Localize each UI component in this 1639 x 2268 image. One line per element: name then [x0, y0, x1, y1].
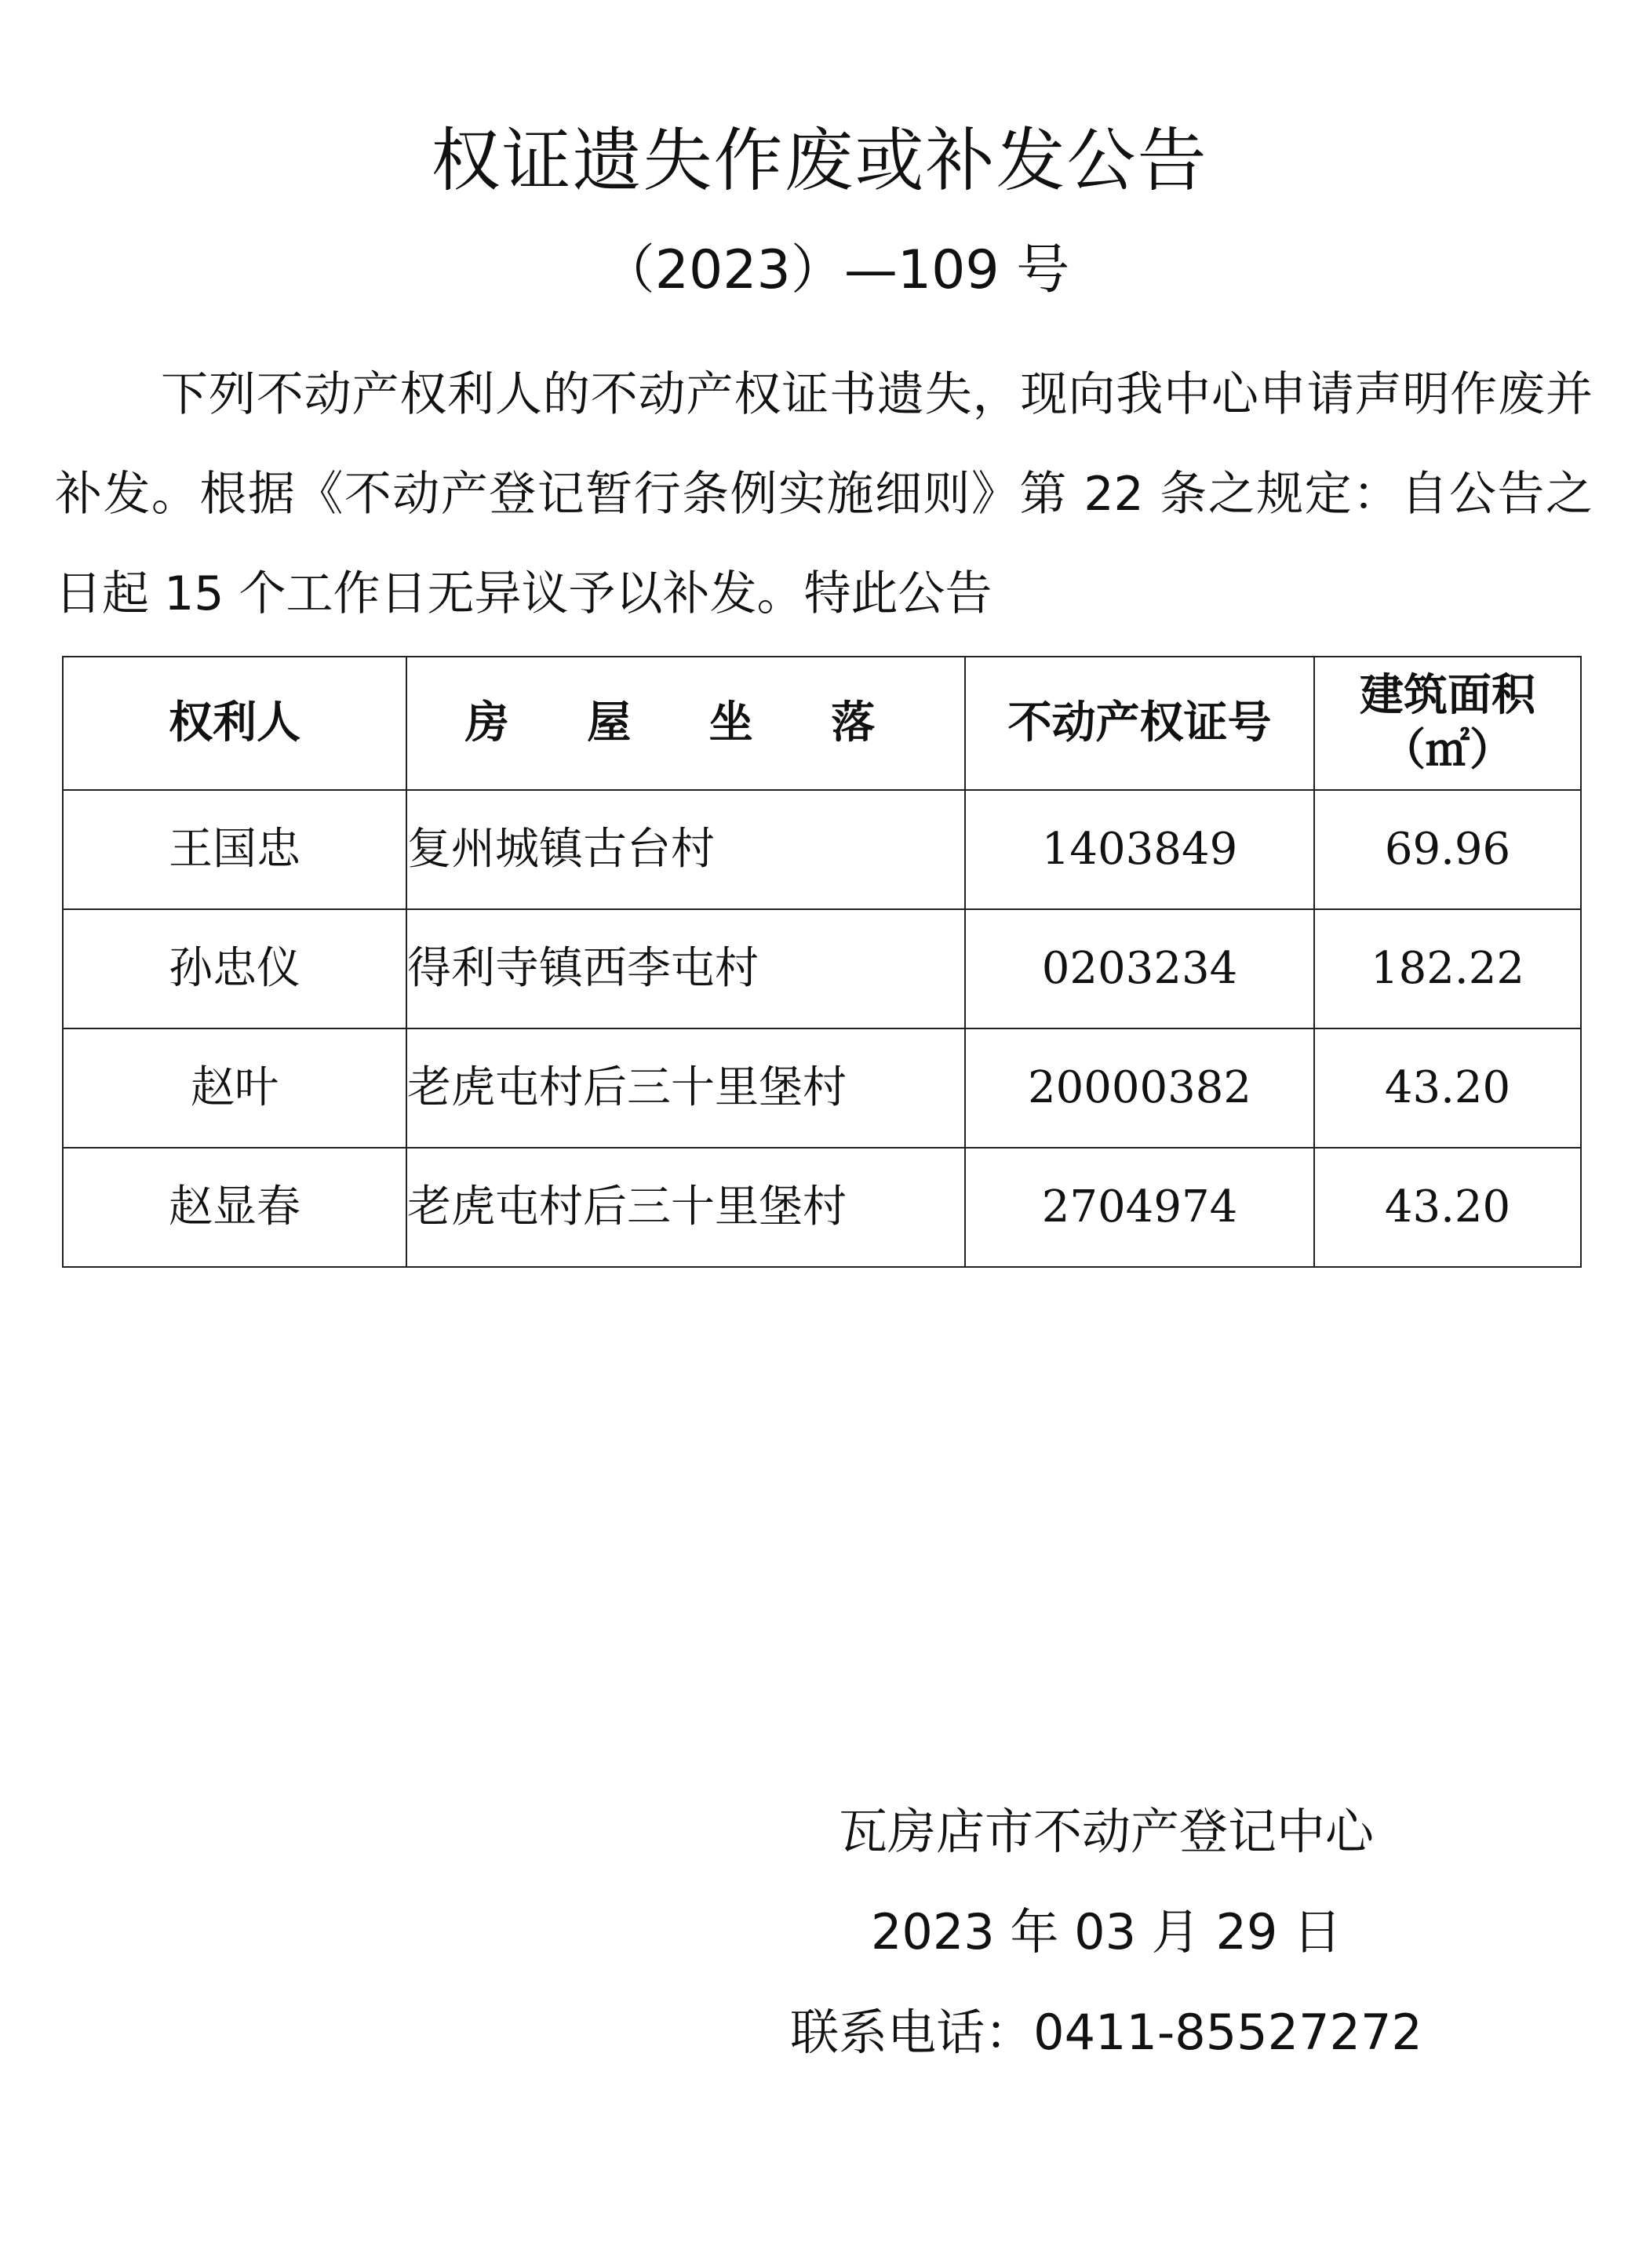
table-row — [63, 1148, 1581, 1267]
location-cell: 复州城镇古台村 — [406, 790, 965, 909]
notice-title: 权证遗失作废或补发公告 — [431, 120, 1208, 201]
location-cell: 老虎屯村后三十里堡村 — [406, 1028, 965, 1148]
location-cell: 老虎屯村后三十里堡村 — [406, 1148, 965, 1267]
owner-cell: 王国忠 — [63, 790, 406, 909]
cert-no-cell: 1403849 — [965, 790, 1314, 909]
cert-no-cell: 0203234 — [965, 909, 1314, 1028]
area-cell: 182.22 — [1314, 909, 1581, 1028]
area-cell: 69.96 — [1314, 790, 1581, 909]
cert-no-cell: 20000382 — [965, 1028, 1314, 1148]
owner-cell: 赵显春 — [63, 1148, 406, 1267]
header-owner: 权利人 — [63, 657, 406, 790]
header-area: 建筑面积（㎡） — [1314, 657, 1581, 790]
header-cert-no: 不动产权证号 — [965, 657, 1314, 790]
cert-no-cell: 2704974 — [965, 1148, 1314, 1267]
notice-body: 下列不动产权利人的不动产权证书遗失，现向我中心申请声明作废并补发。根据《不动产登记暂行条例实施细则》第 22 条之规定：自公告之日起 15 个工作日无异议予以补发。特此公告 — [55, 367, 1593, 621]
signature-block — [675, 1793, 1538, 2094]
notice-number: （2023）—109 号 — [601, 239, 1070, 301]
location-cell: 得利寺镇西李屯村 — [406, 909, 965, 1028]
table-row — [63, 909, 1581, 1028]
area-cell: 43.20 — [1314, 1148, 1581, 1267]
table-header-row — [63, 657, 1581, 790]
lost-certificate-table — [62, 656, 1582, 1268]
table-row — [63, 1028, 1581, 1148]
contact-phone: 联系电话：0411-85527272 — [790, 2004, 1422, 2061]
owner-cell: 赵叶 — [63, 1028, 406, 1148]
area-cell: 43.20 — [1314, 1028, 1581, 1148]
issue-date: 2023 年 03 月 29 日 — [870, 1903, 1342, 1960]
header-location: 房 屋 坐 落 — [406, 657, 965, 790]
table-row — [63, 790, 1581, 909]
owner-cell: 孙忠仪 — [63, 909, 406, 1028]
issuer-name: 瓦房店市不动产登记中心 — [838, 1803, 1374, 1860]
